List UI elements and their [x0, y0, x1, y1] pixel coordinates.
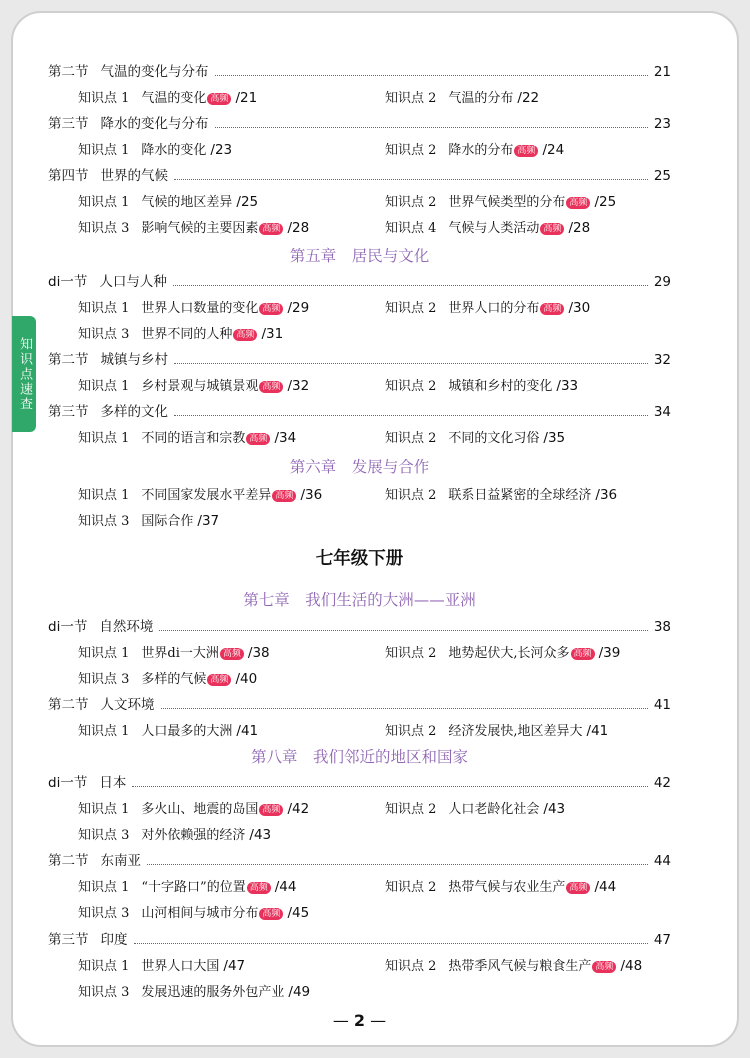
knowledge-point-title: 不同国家发展水平差异	[141, 488, 272, 503]
knowledge-point-label: 知识点 2	[385, 143, 437, 158]
knowledge-point-title: 世界di一大洲	[141, 646, 219, 661]
knowledge-point-row	[48, 824, 671, 846]
section-number: 第三节	[48, 404, 89, 420]
knowledge-point-page: /44	[594, 879, 617, 895]
knowledge-point-entry[interactable]	[385, 955, 642, 978]
section-number: di一节	[48, 619, 88, 635]
high-frequency-badge: 高频	[566, 882, 590, 894]
section-title: 人文环境	[100, 697, 155, 713]
knowledge-point-page: /42	[287, 801, 310, 817]
knowledge-point-label: 知识点 2	[385, 379, 437, 394]
knowledge-point-title: 世界人口大国	[141, 959, 220, 974]
dot-leader	[134, 929, 648, 944]
knowledge-point-page: /38	[247, 645, 270, 661]
knowledge-point-page: /45	[287, 905, 310, 921]
section-number: 第三节	[48, 932, 89, 948]
knowledge-point-label: 知识点 2	[385, 195, 437, 210]
high-frequency-badge: 高频	[514, 145, 538, 157]
knowledge-point-page: /36	[300, 487, 323, 503]
section-page: 44	[653, 853, 671, 869]
knowledge-point-entry[interactable]	[385, 876, 616, 899]
knowledge-point-title: 降水的分布	[448, 143, 514, 158]
knowledge-point-entry[interactable]	[78, 642, 270, 665]
knowledge-point-row	[48, 981, 671, 1003]
toc-section-entry[interactable]	[48, 349, 671, 371]
section-number: di一节	[48, 775, 88, 791]
knowledge-point-page: /22	[517, 90, 540, 106]
chapter-heading-6: 第六章 发展与合作	[289, 458, 430, 476]
high-frequency-badge: 高频	[220, 648, 244, 660]
knowledge-point-title: 经济发展快,地区差异大	[448, 724, 583, 739]
section-title: 降水的变化与分布	[100, 116, 209, 132]
knowledge-point-page: /36	[595, 487, 618, 503]
knowledge-point-title: 世界人口的分布	[448, 301, 540, 316]
knowledge-point-label: 知识点 2	[385, 301, 437, 316]
knowledge-point-row	[48, 798, 671, 820]
knowledge-point-label: 知识点 1	[78, 91, 130, 106]
knowledge-point-entry[interactable]	[78, 427, 296, 450]
knowledge-point-page: /28	[287, 220, 310, 236]
dot-leader	[132, 772, 647, 787]
knowledge-point-title: 发展迅速的服务外包产业	[141, 985, 285, 1000]
knowledge-point-title: 世界人口数量的变化	[141, 301, 259, 316]
knowledge-point-row	[48, 87, 671, 109]
knowledge-point-page: /41	[236, 723, 259, 739]
knowledge-point-title: 城镇和乡村的变化	[448, 379, 553, 394]
knowledge-point-label: 知识点 1	[78, 488, 130, 503]
knowledge-point-row	[48, 139, 671, 161]
knowledge-point-page: /25	[594, 194, 617, 210]
knowledge-point-entry[interactable]	[385, 798, 565, 821]
grade-title: 七年级下册	[315, 549, 404, 569]
section-title: 日本	[99, 775, 127, 791]
knowledge-point-page: /41	[586, 723, 609, 739]
knowledge-point-page: /40	[235, 671, 258, 687]
section-title: 城镇与乡村	[100, 352, 168, 368]
knowledge-point-entry[interactable]	[78, 323, 283, 346]
high-frequency-badge: 高频	[259, 804, 283, 816]
knowledge-point-label: 知识点 2	[385, 488, 437, 503]
knowledge-point-title: 山河相间与城市分布	[141, 906, 259, 921]
knowledge-point-label: 知识点 4	[385, 221, 437, 236]
knowledge-point-entry[interactable]	[78, 876, 296, 899]
knowledge-point-title: 对外依赖强的经济	[141, 828, 246, 843]
high-frequency-badge: 高频	[259, 908, 283, 920]
knowledge-point-title: 多样的气候	[141, 672, 207, 687]
section-number: 第三节	[48, 116, 89, 132]
toc-section-entry[interactable]	[48, 772, 671, 794]
section-page: 41	[653, 697, 671, 713]
knowledge-point-page: /43	[249, 827, 272, 843]
dot-leader	[174, 401, 648, 416]
knowledge-point-entry[interactable]	[385, 217, 590, 240]
knowledge-point-label: 知识点 2	[385, 646, 437, 661]
knowledge-point-entry[interactable]	[78, 668, 257, 691]
high-frequency-badge: 高频	[540, 303, 564, 315]
knowledge-point-label: 知识点 3	[78, 221, 130, 236]
high-frequency-badge: 高频	[233, 329, 257, 341]
knowledge-point-label: 知识点 3	[78, 514, 130, 529]
chapter-heading-5: 第五章 居民与文化	[289, 247, 430, 265]
knowledge-point-entry[interactable]	[385, 720, 608, 743]
section-title: 人口与人种	[99, 274, 167, 290]
knowledge-point-row	[48, 297, 671, 319]
high-frequency-badge: 高频	[540, 223, 564, 235]
knowledge-point-label: 知识点 3	[78, 672, 130, 687]
knowledge-point-label: 知识点 1	[78, 431, 130, 446]
section-page: 42	[653, 775, 671, 791]
toc-section-entry[interactable]	[48, 616, 671, 638]
knowledge-point-entry[interactable]	[78, 824, 271, 847]
knowledge-point-row	[48, 191, 671, 213]
knowledge-point-title: 国际合作	[141, 514, 194, 529]
knowledge-point-page: /34	[274, 430, 297, 446]
knowledge-point-label: 知识点 2	[385, 724, 437, 739]
section-number: 第二节	[48, 697, 89, 713]
toc-section-entry[interactable]	[48, 401, 671, 423]
section-title: 自然环境	[99, 619, 154, 635]
section-number: 第二节	[48, 352, 89, 368]
knowledge-point-entry[interactable]	[385, 139, 564, 162]
knowledge-point-title: “十字路口”的位置	[141, 880, 246, 895]
knowledge-point-title: 降水的变化	[141, 143, 207, 158]
knowledge-point-entry[interactable]	[385, 427, 565, 450]
knowledge-point-row	[48, 375, 671, 397]
knowledge-point-page: /24	[542, 142, 565, 158]
knowledge-point-entry[interactable]	[385, 484, 617, 507]
high-frequency-badge: 高频	[272, 490, 296, 502]
knowledge-point-page: /35	[543, 430, 566, 446]
knowledge-point-page: /43	[543, 801, 566, 817]
section-number: di一节	[48, 274, 88, 290]
knowledge-point-entry[interactable]	[78, 720, 258, 743]
knowledge-point-entry[interactable]	[78, 902, 309, 925]
high-frequency-badge: 高频	[207, 674, 231, 686]
dot-leader	[147, 850, 648, 865]
knowledge-point-row	[48, 217, 671, 239]
knowledge-point-page: /21	[235, 90, 258, 106]
toc-section-entry[interactable]	[48, 850, 671, 872]
toc-section-entry[interactable]	[48, 165, 671, 187]
toc-section-entry[interactable]	[48, 929, 671, 951]
high-frequency-badge: 高频	[259, 303, 283, 315]
knowledge-point-entry[interactable]	[78, 510, 219, 533]
dot-leader	[174, 349, 648, 364]
knowledge-point-label: 知识点 2	[385, 431, 437, 446]
section-page: 34	[653, 404, 671, 420]
knowledge-point-entry[interactable]	[78, 798, 309, 821]
knowledge-point-row	[48, 668, 671, 690]
knowledge-point-row	[48, 323, 671, 345]
knowledge-point-title: 气温的变化	[141, 91, 207, 106]
high-frequency-badge: 高频	[207, 93, 231, 105]
high-frequency-badge: 高频	[246, 433, 270, 445]
knowledge-point-label: 知识点 1	[78, 880, 130, 895]
knowledge-point-label: 知识点 2	[385, 880, 437, 895]
knowledge-point-page: /29	[287, 300, 310, 316]
knowledge-point-entry[interactable]	[78, 955, 245, 978]
knowledge-point-title: 不同的文化习俗	[448, 431, 540, 446]
knowledge-point-title: 人口最多的大洲	[141, 724, 233, 739]
high-frequency-badge: 高频	[571, 648, 595, 660]
knowledge-point-label: 知识点 3	[78, 985, 130, 1000]
knowledge-point-row	[48, 876, 671, 898]
knowledge-point-row	[48, 902, 671, 924]
high-frequency-badge: 高频	[259, 381, 283, 393]
knowledge-point-label: 知识点 3	[78, 828, 130, 843]
knowledge-point-page: /33	[556, 378, 579, 394]
section-page: 47	[653, 932, 671, 948]
knowledge-point-entry[interactable]	[385, 642, 620, 665]
knowledge-point-title: 世界不同的人种	[141, 327, 233, 342]
section-title: 东南亚	[100, 853, 141, 869]
section-page: 23	[653, 116, 671, 132]
toc-section-entry[interactable]	[48, 271, 671, 293]
knowledge-point-page: /44	[274, 879, 297, 895]
knowledge-point-page: /30	[568, 300, 591, 316]
knowledge-point-label: 知识点 2	[385, 802, 437, 817]
toc-section-entry[interactable]	[48, 694, 671, 716]
knowledge-point-title: 世界气候类型的分布	[448, 195, 566, 210]
knowledge-point-entry[interactable]	[78, 191, 258, 214]
section-page: 32	[653, 352, 671, 368]
section-page: 38	[653, 619, 671, 635]
knowledge-point-entry[interactable]	[78, 484, 322, 507]
knowledge-point-label: 知识点 3	[78, 327, 130, 342]
knowledge-point-title: 不同的语言和宗教	[141, 431, 246, 446]
knowledge-point-title: 乡村景观与城镇景观	[141, 379, 259, 394]
knowledge-point-entry[interactable]	[385, 297, 590, 320]
knowledge-point-entry[interactable]	[78, 139, 232, 162]
dot-leader	[173, 271, 648, 286]
knowledge-point-label: 知识点 1	[78, 646, 130, 661]
knowledge-point-row	[48, 484, 671, 506]
knowledge-point-entry[interactable]	[385, 191, 616, 214]
knowledge-point-label: 知识点 1	[78, 195, 130, 210]
knowledge-point-title: 联系日益紧密的全球经济	[448, 488, 592, 503]
knowledge-point-title: 影响气候的主要因素	[141, 221, 259, 236]
knowledge-point-row	[48, 427, 671, 449]
knowledge-point-title: 气温的分布	[448, 91, 514, 106]
knowledge-point-label: 知识点 2	[385, 91, 437, 106]
knowledge-point-label: 知识点 1	[78, 301, 130, 316]
knowledge-point-title: 气候的地区差异	[141, 195, 233, 210]
chapter-heading-7: 第七章 我们生活的大洲——亚洲	[243, 591, 476, 609]
dot-leader	[161, 694, 648, 709]
knowledge-point-title: 热带气候与农业生产	[448, 880, 566, 895]
knowledge-point-entry[interactable]	[78, 297, 309, 320]
knowledge-point-page: /25	[236, 194, 259, 210]
knowledge-point-title: 热带季风气候与粮食生产	[448, 959, 592, 974]
high-frequency-badge: 高频	[566, 197, 590, 209]
section-page: 21	[653, 64, 671, 80]
high-frequency-badge: 高频	[592, 961, 616, 973]
chapter-heading-8: 第八章 我们邻近的地区和国家	[250, 748, 468, 766]
knowledge-point-title: 地势起伏大,长河众多	[448, 646, 570, 661]
knowledge-point-row	[48, 510, 671, 532]
knowledge-point-label: 知识点 2	[385, 959, 437, 974]
dot-leader	[215, 61, 648, 76]
page-number: — 2 —	[332, 1011, 387, 1030]
knowledge-point-page: /31	[261, 326, 284, 342]
knowledge-point-title: 人口老龄化社会	[448, 802, 540, 817]
side-tab[interactable]: 知识点速查	[12, 316, 36, 432]
section-number: 第二节	[48, 853, 89, 869]
section-number: 第四节	[48, 168, 89, 184]
knowledge-point-entry[interactable]	[78, 981, 310, 1004]
knowledge-point-page: /49	[288, 984, 311, 1000]
knowledge-point-label: 知识点 1	[78, 959, 130, 974]
knowledge-point-label: 知识点 1	[78, 379, 130, 394]
knowledge-point-page: /32	[287, 378, 310, 394]
knowledge-point-label: 知识点 3	[78, 906, 130, 921]
knowledge-point-page: /47	[223, 958, 246, 974]
knowledge-point-page: /37	[197, 513, 220, 529]
knowledge-point-title: 气候与人类活动	[448, 221, 540, 236]
knowledge-point-page: /23	[210, 142, 233, 158]
section-page: 25	[653, 168, 671, 184]
section-title: 多样的文化	[100, 404, 168, 420]
knowledge-point-page: /48	[620, 958, 643, 974]
toc-section-entry[interactable]	[48, 113, 671, 135]
knowledge-point-entry[interactable]	[78, 87, 257, 110]
dot-leader	[159, 616, 647, 631]
knowledge-point-entry[interactable]	[78, 217, 309, 240]
knowledge-point-label: 知识点 1	[78, 802, 130, 817]
knowledge-point-row	[48, 720, 671, 742]
knowledge-point-page: /39	[598, 645, 621, 661]
knowledge-point-label: 知识点 1	[78, 724, 130, 739]
section-title: 世界的气候	[100, 168, 168, 184]
knowledge-point-label: 知识点 1	[78, 143, 130, 158]
dot-leader	[174, 165, 648, 180]
section-number: 第二节	[48, 64, 89, 80]
knowledge-point-row	[48, 955, 671, 977]
knowledge-point-entry[interactable]	[385, 375, 578, 398]
section-title: 印度	[100, 932, 128, 948]
dot-leader	[215, 113, 648, 128]
knowledge-point-entry[interactable]	[385, 87, 539, 110]
section-page: 29	[653, 274, 671, 290]
section-title: 气温的变化与分布	[100, 64, 209, 80]
toc-section-entry[interactable]	[48, 61, 671, 83]
knowledge-point-row	[48, 642, 671, 664]
high-frequency-badge: 高频	[259, 223, 283, 235]
high-frequency-badge: 高频	[247, 882, 271, 894]
knowledge-point-page: /28	[568, 220, 591, 236]
knowledge-point-entry[interactable]	[78, 375, 309, 398]
knowledge-point-title: 多火山、地震的岛国	[141, 802, 259, 817]
